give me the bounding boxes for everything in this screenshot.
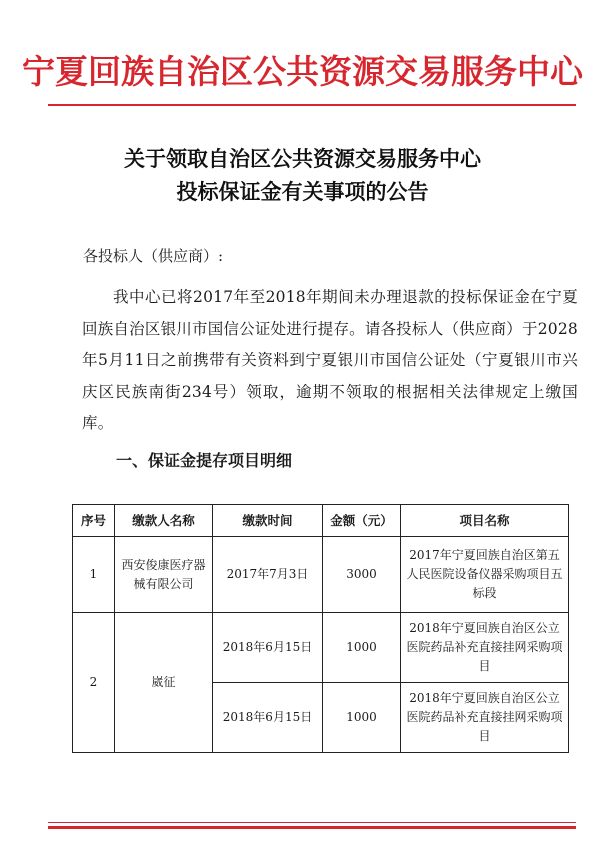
- cell-no: 2: [73, 613, 115, 753]
- letterhead-org-name: 宁夏回族自治区公共资源交易服务中心: [22, 52, 583, 91]
- header-time: 缴款时间: [213, 505, 323, 537]
- cell-payer: 西安俊康医疗器械有限公司: [115, 537, 213, 613]
- cell-no: 1: [73, 537, 115, 613]
- table-row: [73, 613, 569, 683]
- cell-project: 2018年宁夏回族自治区公立医院药品补充直接挂网采购项目: [401, 613, 569, 683]
- cell-time: 2018年6月15日: [213, 613, 323, 683]
- section-heading: 一、保证金提存项目明细: [116, 451, 293, 470]
- cell-time: 2017年7月3日: [213, 537, 323, 613]
- notice-body-paragraph: 我中心已将2017年至2018年期间未办理退款的投标保证金在宁夏回族自治区银川市国信公证处进行提存。请各投标人（供应商）于2028年5月11日之前携带有关资料到宁夏银川市国信公证处（宁夏银川市兴庆区民族南街234号）领取，逾期不领取的根据相关法律规定上缴国库。: [82, 288, 578, 432]
- cell-amount: 3000: [323, 537, 401, 613]
- header-project: 项目名称: [401, 505, 569, 537]
- cell-time: 2018年6月15日: [213, 683, 323, 753]
- salutation: 各投标人（供应商）:: [83, 247, 224, 265]
- header-amount: 金额（元）: [323, 505, 401, 537]
- notice-title-line-2: 投标保证金有关事项的公告: [176, 179, 429, 204]
- cell-project: 2017年宁夏回族自治区第五人民医院设备仪器采购项目五标段: [401, 537, 569, 613]
- header-payer: 缴款人名称: [115, 505, 213, 537]
- cell-amount: 1000: [323, 683, 401, 753]
- table-header-row: [73, 505, 569, 537]
- footer-red-rule-thin: [48, 822, 576, 823]
- table-row: [73, 537, 569, 613]
- notice-title-line-1: 关于领取自治区公共资源交易服务中心: [124, 146, 481, 171]
- deposit-table: [72, 504, 569, 753]
- cell-amount: 1000: [323, 613, 401, 683]
- cell-payer: 崴征: [115, 613, 213, 753]
- letterhead-red-rule: [48, 104, 576, 106]
- footer-red-rule-thick: [48, 826, 576, 829]
- cell-project: 2018年宁夏回族自治区公立医院药品补充直接挂网采购项目: [401, 683, 569, 753]
- header-no: 序号: [73, 505, 115, 537]
